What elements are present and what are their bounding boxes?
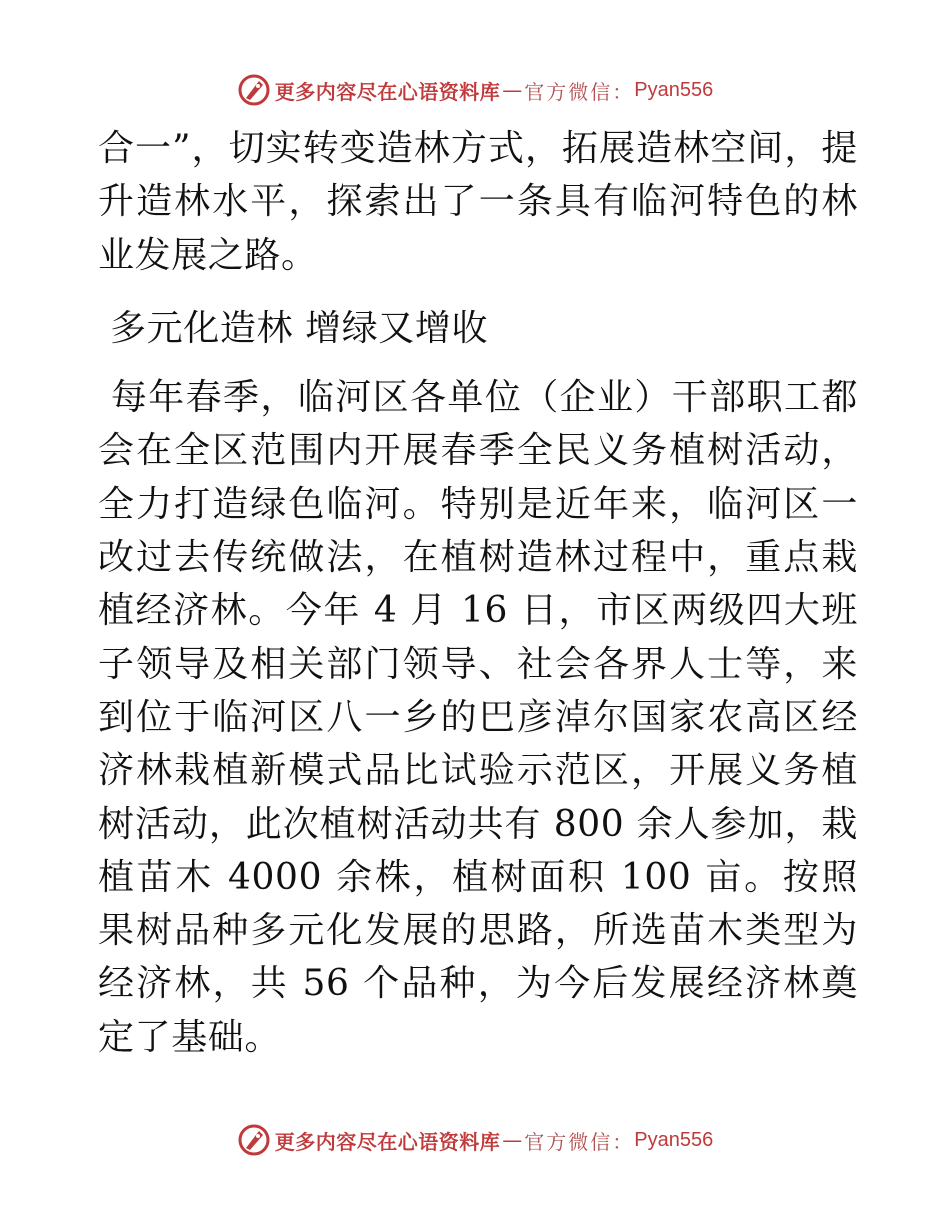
watermark-title: 更多内容尽在心语资料库 bbox=[274, 1129, 501, 1154]
body-paragraph: 每年春季，临河区各单位（企业）干部职工都会在全区范围内开展春季全民义务植树活动，全力打造绿色临河。特别是近年来，临河区一改过去传统做法，在植树造林过程中，重点栽植经济林。今年 4 月 16 日，市区两级四大班子领导及相关部门领导、社会各界人士等，来到位于临河区八一乡的巴彦淖尔国家农高区经济林栽植新模式品比试验示范区，开展义务植树活动，此次植树活动共有 800 余人参加，栽植苗木 4000 余株，植树面积 100 亩。按照果树品种多元化发展的思路，所选苗木类型为经济林，共 56 个品种，为今后发展经济林奠定了基础。 bbox=[98, 377, 858, 1058]
watermark-title: 更多内容尽在心语资料库 bbox=[274, 79, 501, 104]
pen-nib-logo-icon bbox=[237, 73, 271, 107]
watermark-official-label: 官方微信： bbox=[524, 1129, 635, 1154]
pen-nib-logo-icon bbox=[237, 1123, 271, 1157]
article-body bbox=[98, 122, 858, 1064]
section-heading: 多元化造林 增绿又增收 bbox=[98, 307, 489, 349]
watermark-official-label: 官方微信： bbox=[524, 79, 635, 104]
watermark-separator: — bbox=[502, 78, 523, 102]
header-watermark bbox=[0, 70, 950, 110]
footer-watermark bbox=[0, 1120, 950, 1160]
watermark-wechat-id: Pyan556 bbox=[634, 78, 714, 101]
watermark-separator: — bbox=[502, 1128, 523, 1152]
watermark-wechat-id: Pyan556 bbox=[634, 1128, 714, 1151]
intro-paragraph: 合一”，切实转变造林方式，拓展造林空间，提升造林水平，探索出了一条具有临河特色的林业发展之路。 bbox=[98, 128, 858, 276]
